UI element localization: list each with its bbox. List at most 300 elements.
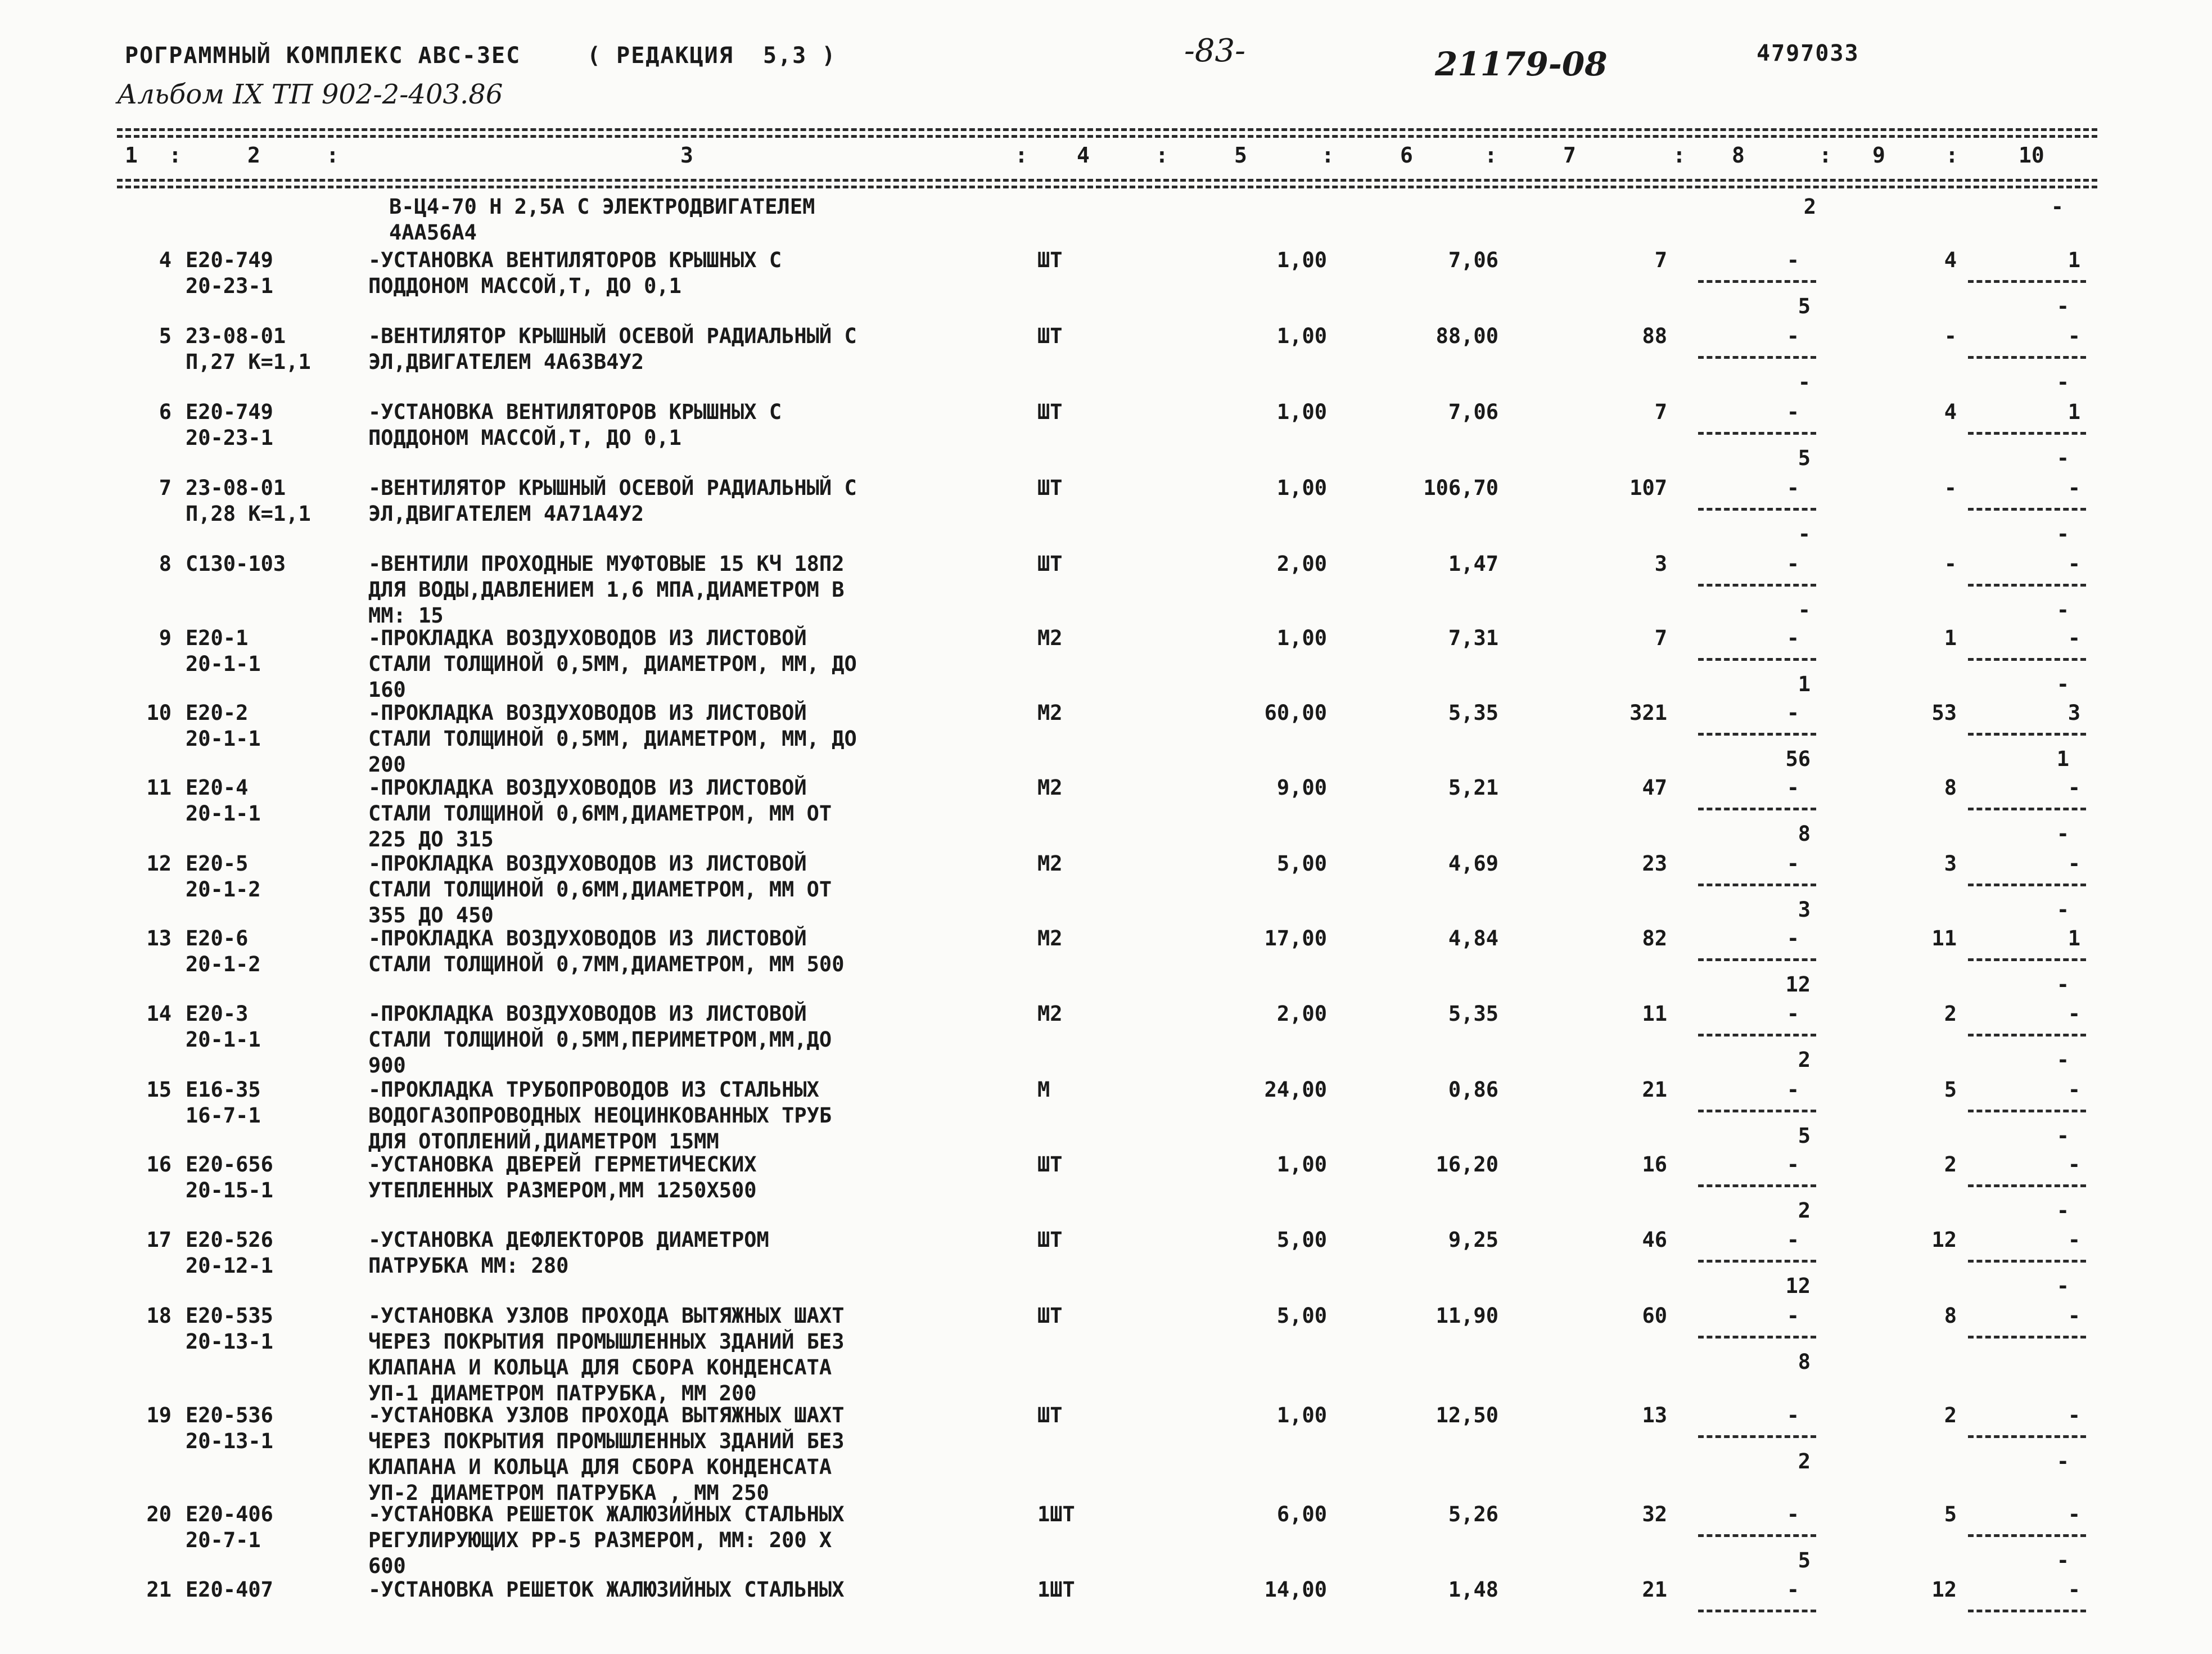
row-description: ВОДОГАЗОПРОВОДНЫХ НЕОЦИНКОВАННЫХ ТРУБ	[368, 1103, 832, 1128]
continuation-line-2: 4АА56А4	[389, 220, 477, 245]
row-unit: 1ШТ	[1037, 1502, 1075, 1526]
row-col10-divider	[1968, 884, 2086, 886]
row-code-sub: 20-1-2	[186, 952, 261, 976]
row-description: -ПРОКЛАДКА ТРУБОПРОВОДОВ ИЗ СТАЛЬНЫХ	[368, 1078, 819, 1102]
edition-label: ( РЕДАКЦИЯ 5,3 )	[587, 43, 837, 69]
row-code-sub: 20-12-1	[186, 1254, 273, 1278]
row-unit-price: 9,25	[1448, 1228, 1498, 1252]
row-code-sub: 20-1-1	[186, 652, 261, 676]
row-col8-sub: -	[1798, 370, 1811, 394]
row-description: 900	[368, 1053, 406, 1078]
row-unit-price: 4,69	[1448, 851, 1498, 876]
column-separator: :	[1321, 143, 1334, 168]
row-code: Е20-536	[186, 1403, 273, 1427]
row-col10: -	[2067, 1078, 2080, 1102]
row-unit-price: 5,26	[1448, 1502, 1498, 1526]
row-description: СТАЛИ ТОЛЩИНОЙ 0,6ММ,ДИАМЕТРОМ, ММ ОТ	[368, 801, 832, 826]
row-col8-divider	[1698, 1034, 1816, 1036]
row-col8-sub: 8	[1798, 822, 1811, 846]
row-code: Е20-6	[186, 926, 249, 950]
row-col10: 3	[2067, 701, 2080, 725]
row-col10-sub: -	[2056, 294, 2069, 318]
row-total: 7	[1654, 248, 1667, 272]
row-col10-sub: -	[2056, 370, 2069, 394]
row-unit: ШТ	[1037, 1403, 1063, 1427]
row-col10: -	[2067, 626, 2080, 650]
row-col9: 4	[1944, 248, 1957, 272]
row-col8-sub: 5	[1798, 1548, 1811, 1572]
row-description: ПАТРУБКА ММ: 280	[368, 1254, 569, 1278]
column-header-8: 8	[1732, 143, 1745, 168]
column-separator: :	[1819, 143, 1832, 168]
row-col8-divider	[1698, 1610, 1816, 1612]
row-unit-price: 0,86	[1448, 1078, 1498, 1102]
row-quantity: 1,00	[1276, 324, 1327, 348]
row-description: ПОДДОНОМ МАССОЙ,Т, ДО 0,1	[368, 274, 681, 298]
row-col10-divider	[1968, 280, 2086, 283]
row-description: СТАЛИ ТОЛЩИНОЙ 0,5ММ,ПЕРИМЕТРОМ,ММ,ДО	[368, 1027, 832, 1052]
row-col9: 12	[1931, 1578, 1957, 1602]
row-col9: 5	[1944, 1502, 1957, 1526]
row-description: -УСТАНОВКА РЕШЕТОК ЖАЛЮЗИЙНЫХ СТАЛЬНЫХ	[368, 1578, 845, 1602]
row-description: 600	[368, 1554, 406, 1578]
row-quantity: 60,00	[1264, 701, 1327, 725]
row-col10: -	[2067, 1502, 2080, 1526]
row-description: СТАЛИ ТОЛЩИНОЙ 0,5ММ, ДИАМЕТРОМ, ММ, ДО	[368, 652, 857, 676]
row-number: 20	[146, 1502, 171, 1526]
row-number: 6	[159, 400, 171, 424]
row-total: 16	[1642, 1152, 1667, 1177]
row-col8-sub: 2	[1798, 1048, 1811, 1072]
row-description: ДЛЯ ВОДЫ,ДАВЛЕНИЕМ 1,6 МПА,ДИАМЕТРОМ В	[368, 578, 845, 602]
row-code-sub: 16-7-1	[186, 1103, 261, 1128]
row-col8-divider	[1698, 1260, 1816, 1263]
row-col8: -	[1786, 926, 1799, 950]
row-total: 60	[1642, 1304, 1667, 1328]
row-description: ДЛЯ ОТОПЛЕНИЙ,ДИАМЕТРОМ 15ММ	[368, 1129, 719, 1153]
row-col9: 12	[1931, 1228, 1957, 1252]
row-col9: 53	[1931, 701, 1957, 725]
row-col9: 8	[1944, 1304, 1957, 1328]
row-total: 21	[1642, 1578, 1667, 1602]
row-quantity: 1,00	[1276, 248, 1327, 272]
row-unit-price: 4,84	[1448, 926, 1498, 950]
row-unit: М2	[1037, 1002, 1063, 1026]
row-unit-price: 88,00	[1435, 324, 1498, 348]
row-number: 4	[159, 248, 171, 272]
row-quantity: 24,00	[1264, 1078, 1327, 1102]
row-code: Е20-749	[186, 248, 273, 272]
row-unit-price: 1,47	[1448, 552, 1498, 576]
row-col10-sub: -	[2056, 446, 2069, 470]
row-description: ЧЕРЕЗ ПОКРЫТИЯ ПРОМЫШЛЕННЫХ ЗДАНИЙ БЕЗ	[368, 1429, 845, 1453]
row-unit-price: 1,48	[1448, 1578, 1498, 1602]
row-number: 9	[159, 626, 171, 650]
row-col8: -	[1786, 851, 1799, 876]
row-code: Е20-535	[186, 1304, 273, 1328]
row-unit-price: 7,06	[1448, 400, 1498, 424]
row-description: -ПРОКЛАДКА ВОЗДУХОВОДОВ ИЗ ЛИСТОВОЙ	[368, 1002, 807, 1026]
row-col8: -	[1786, 1502, 1799, 1526]
row-col8-sub: -	[1798, 598, 1811, 622]
row-col8-sub: 3	[1798, 898, 1811, 922]
row-code-sub: 20-13-1	[186, 1429, 273, 1453]
row-col9: -	[1944, 324, 1957, 348]
row-unit: ШТ	[1037, 1152, 1063, 1177]
row-col8-sub: -	[1798, 522, 1811, 546]
row-col10: -	[2067, 776, 2080, 800]
row-total: 21	[1642, 1078, 1667, 1102]
row-col9: -	[1944, 552, 1957, 576]
continuation-c10: -	[2051, 195, 2064, 219]
row-total: 11	[1642, 1002, 1667, 1026]
row-quantity: 1,00	[1276, 400, 1327, 424]
row-col8-sub: 12	[1785, 1274, 1811, 1298]
row-col10-divider	[1968, 808, 2086, 810]
row-col10-divider	[1968, 1534, 2086, 1537]
column-header-10: 10	[2019, 143, 2044, 168]
row-code: Е20-3	[186, 1002, 249, 1026]
row-code-sub: 20-1-2	[186, 877, 261, 902]
row-code-sub: 20-7-1	[186, 1528, 261, 1552]
row-code: Е20-1	[186, 626, 249, 650]
column-header-6: 6	[1400, 143, 1413, 168]
row-description: КЛАПАНА И КОЛЬЦА ДЛЯ СБОРА КОНДЕНСАТА	[368, 1455, 832, 1479]
row-total: 46	[1642, 1228, 1667, 1252]
row-description: -УСТАНОВКА ДЕФЛЕКТОРОВ ДИАМЕТРОМ	[368, 1228, 769, 1252]
row-col8-sub: 5	[1798, 1124, 1811, 1148]
row-description: СТАЛИ ТОЛЩИНОЙ 0,6ММ,ДИАМЕТРОМ, ММ ОТ	[368, 877, 832, 902]
doc-number: 21179-08	[1435, 45, 1608, 83]
row-col8: -	[1786, 552, 1799, 576]
row-col8: -	[1786, 1304, 1799, 1328]
column-header-2: 2	[247, 143, 260, 168]
row-col9: 2	[1944, 1002, 1957, 1026]
row-quantity: 6,00	[1276, 1502, 1327, 1526]
row-col10-divider	[1968, 508, 2086, 511]
row-number: 5	[159, 324, 171, 348]
row-col10: -	[2067, 1002, 2080, 1026]
row-code-sub: 20-1-1	[186, 727, 261, 751]
row-col8: -	[1786, 1403, 1799, 1427]
row-unit: М2	[1037, 926, 1063, 950]
row-col9: 11	[1931, 926, 1957, 950]
row-code-sub: 20-1-1	[186, 1027, 261, 1052]
row-col10: -	[2067, 1228, 2080, 1252]
row-col8-divider	[1698, 1336, 1816, 1338]
row-quantity: 5,00	[1276, 1228, 1327, 1252]
row-col10-sub: -	[2056, 822, 2069, 846]
row-col8-divider	[1698, 280, 1816, 283]
column-separator: :	[1015, 143, 1028, 168]
row-code: Е20-526	[186, 1228, 273, 1252]
row-col10-divider	[1968, 658, 2086, 661]
row-col8-divider	[1698, 356, 1816, 359]
column-header-7: 7	[1563, 143, 1576, 168]
top-rule	[117, 128, 2097, 131]
row-unit-price: 5,35	[1448, 701, 1498, 725]
row-col8: -	[1786, 324, 1799, 348]
row-col8: -	[1786, 476, 1799, 500]
row-description: ММ: 15	[368, 603, 444, 628]
row-total: 7	[1654, 626, 1667, 650]
row-description: -УСТАНОВКА ВЕНТИЛЯТОРОВ КРЫШНЫХ С	[368, 248, 782, 272]
top-rule-2	[117, 135, 2097, 138]
row-col8-divider	[1698, 1110, 1816, 1112]
header-bottom-rule-2	[117, 186, 2097, 188]
row-unit: М2	[1037, 776, 1063, 800]
row-description: 160	[368, 678, 406, 702]
row-description: УП-2 ДИАМЕТРОМ ПАТРУБКА , ММ 250	[368, 1481, 769, 1505]
continuation-line-1: В-Ц4-70 Н 2,5А С ЭЛЕКТРОДВИГАТЕЛЕМ	[389, 195, 815, 219]
row-description: ПОДДОНОМ МАССОЙ,Т, ДО 0,1	[368, 426, 681, 450]
row-col9: 3	[1944, 851, 1957, 876]
row-unit-price: 7,06	[1448, 248, 1498, 272]
row-col10-divider	[1968, 584, 2086, 587]
row-col10-sub: -	[2056, 1548, 2069, 1572]
row-code: 23-08-01	[186, 476, 286, 500]
row-unit-price: 106,70	[1423, 476, 1498, 500]
row-col8-divider	[1698, 584, 1816, 587]
row-col8-divider	[1698, 658, 1816, 661]
row-col8-divider	[1698, 958, 1816, 961]
row-quantity: 9,00	[1276, 776, 1327, 800]
row-unit: ШТ	[1037, 400, 1063, 424]
row-col10: -	[2067, 1152, 2080, 1177]
row-description: ЭЛ,ДВИГАТЕЛЕМ 4А71А4У2	[368, 502, 644, 526]
row-col8: -	[1786, 1002, 1799, 1026]
row-col10: -	[2067, 1578, 2080, 1602]
row-description: -ПРОКЛАДКА ВОЗДУХОВОДОВ ИЗ ЛИСТОВОЙ	[368, 701, 807, 725]
row-description: КЛАПАНА И КОЛЬЦА ДЛЯ СБОРА КОНДЕНСАТА	[368, 1355, 832, 1380]
continuation-c8: 2	[1803, 195, 1816, 219]
row-col10-divider	[1968, 432, 2086, 435]
row-total: 7	[1654, 400, 1667, 424]
row-code-sub: П,28 К=1,1	[186, 502, 311, 526]
row-col8-divider	[1698, 1435, 1816, 1438]
row-col10: -	[2067, 552, 2080, 576]
row-total: 13	[1642, 1403, 1667, 1427]
row-col8: -	[1786, 626, 1799, 650]
row-unit: М2	[1037, 626, 1063, 650]
row-unit: М2	[1037, 701, 1063, 725]
column-header-4: 4	[1077, 143, 1090, 168]
row-unit-price: 7,31	[1448, 626, 1498, 650]
row-description: ЭЛ,ДВИГАТЕЛЕМ 4А63В4У2	[368, 350, 644, 374]
row-number: 12	[146, 851, 171, 876]
row-col8-divider	[1698, 1534, 1816, 1537]
row-number: 10	[146, 701, 171, 725]
row-col9: 4	[1944, 400, 1957, 424]
row-col10-sub: -	[2056, 898, 2069, 922]
row-col10: -	[2067, 1403, 2080, 1427]
row-col8: -	[1786, 248, 1799, 272]
row-number: 14	[146, 1002, 171, 1026]
row-col10-divider	[1968, 958, 2086, 961]
column-separator: :	[1484, 143, 1497, 168]
column-separator: :	[1155, 143, 1168, 168]
column-header-5: 5	[1234, 143, 1247, 168]
row-description: -УСТАНОВКА ВЕНТИЛЯТОРОВ КРЫШНЫХ С	[368, 400, 782, 424]
row-description: СТАЛИ ТОЛЩИНОЙ 0,5ММ, ДИАМЕТРОМ, ММ, ДО	[368, 727, 857, 751]
row-total: 82	[1642, 926, 1667, 950]
row-col8-sub: 8	[1798, 1350, 1811, 1374]
row-col8-divider	[1698, 508, 1816, 511]
row-description: 355 ДО 450	[368, 903, 494, 927]
row-description: -ВЕНТИЛЯТОР КРЫШНЫЙ ОСЕВОЙ РАДИАЛЬНЫЙ С	[368, 324, 857, 348]
row-description: -УСТАНОВКА РЕШЕТОК ЖАЛЮЗИЙНЫХ СТАЛЬНЫХ	[368, 1502, 845, 1526]
row-description: 225 ДО 315	[368, 827, 494, 851]
row-col8-sub: 2	[1798, 1449, 1811, 1473]
row-col10-divider	[1968, 1184, 2086, 1187]
row-col10: -	[2067, 476, 2080, 500]
row-code-sub: 20-23-1	[186, 274, 273, 298]
row-code: Е20-406	[186, 1502, 273, 1526]
row-description: -ПРОКЛАДКА ВОЗДУХОВОДОВ ИЗ ЛИСТОВОЙ	[368, 776, 807, 800]
row-col8-divider	[1698, 884, 1816, 886]
row-code-sub: 20-23-1	[186, 426, 273, 450]
row-number: 17	[146, 1228, 171, 1252]
row-quantity: 1,00	[1276, 476, 1327, 500]
row-unit: ШТ	[1037, 1228, 1063, 1252]
row-total: 47	[1642, 776, 1667, 800]
row-unit: ШТ	[1037, 476, 1063, 500]
row-code: Е20-5	[186, 851, 249, 876]
row-quantity: 2,00	[1276, 552, 1327, 576]
row-description: ЧЕРЕЗ ПОКРЫТИЯ ПРОМЫШЛЕННЫХ ЗДАНИЙ БЕЗ	[368, 1329, 845, 1354]
column-header-3: 3	[680, 143, 693, 168]
row-col10-sub: -	[2056, 1274, 2069, 1298]
row-total: 88	[1642, 324, 1667, 348]
row-description: СТАЛИ ТОЛЩИНОЙ 0,7ММ,ДИАМЕТРОМ, ММ 500	[368, 952, 845, 976]
row-col9: 5	[1944, 1078, 1957, 1102]
row-description: -ПРОКЛАДКА ВОЗДУХОВОДОВ ИЗ ЛИСТОВОЙ	[368, 626, 807, 650]
row-description: -УСТАНОВКА УЗЛОВ ПРОХОДА ВЫТЯЖНЫХ ШАХТ	[368, 1304, 845, 1328]
row-code: Е20-749	[186, 400, 273, 424]
row-col8: -	[1786, 400, 1799, 424]
row-code-sub: 20-1-1	[186, 801, 261, 826]
row-description: -ПРОКЛАДКА ВОЗДУХОВОДОВ ИЗ ЛИСТОВОЙ	[368, 926, 807, 950]
row-col10: -	[2067, 1304, 2080, 1328]
row-col8-divider	[1698, 808, 1816, 810]
row-col10: 1	[2067, 248, 2080, 272]
row-col8: -	[1786, 776, 1799, 800]
row-unit: ШТ	[1037, 552, 1063, 576]
row-unit-price: 16,20	[1435, 1152, 1498, 1177]
row-code: Е20-2	[186, 701, 249, 725]
row-col10-divider	[1968, 1610, 2086, 1612]
row-unit: М	[1037, 1078, 1050, 1102]
row-description: -УСТАНОВКА ДВЕРЕЙ ГЕРМЕТИЧЕСКИХ	[368, 1152, 757, 1177]
row-description: -ПРОКЛАДКА ВОЗДУХОВОДОВ ИЗ ЛИСТОВОЙ	[368, 851, 807, 876]
row-col9: 8	[1944, 776, 1957, 800]
row-total: 321	[1629, 701, 1667, 725]
row-total: 23	[1642, 851, 1667, 876]
row-unit: 1ШТ	[1037, 1578, 1075, 1602]
row-col8-sub: 5	[1798, 294, 1811, 318]
row-col10-divider	[1968, 1435, 2086, 1438]
row-col10: -	[2067, 324, 2080, 348]
column-separator: :	[326, 143, 339, 168]
code-label: 4797033	[1757, 40, 1859, 66]
row-number: 19	[146, 1403, 171, 1427]
row-col8: -	[1786, 1228, 1799, 1252]
row-col10-sub: 1	[2056, 747, 2069, 771]
row-description: УТЕПЛЕННЫХ РАЗМЕРОМ,ММ 1250Х500	[368, 1178, 757, 1202]
row-quantity: 5,00	[1276, 851, 1327, 876]
page-mark: -83-	[1184, 33, 1246, 69]
column-separator: :	[1945, 143, 1958, 168]
row-description: -ВЕНТИЛЯТОР КРЫШНЫЙ ОСЕВОЙ РАДИАЛЬНЫЙ С	[368, 476, 857, 500]
row-col10-sub: -	[2056, 522, 2069, 546]
row-col10-sub: -	[2056, 1198, 2069, 1223]
row-quantity: 1,00	[1276, 626, 1327, 650]
row-col10: -	[2067, 851, 2080, 876]
row-quantity: 1,00	[1276, 1403, 1327, 1427]
row-col9: 2	[1944, 1152, 1957, 1177]
row-col9: -	[1944, 476, 1957, 500]
row-number: 18	[146, 1304, 171, 1328]
row-unit: ШТ	[1037, 248, 1063, 272]
row-col10: 1	[2067, 926, 2080, 950]
row-code-sub: 20-13-1	[186, 1329, 273, 1354]
row-unit: М2	[1037, 851, 1063, 876]
row-col8-divider	[1698, 432, 1816, 435]
row-number: 7	[159, 476, 171, 500]
row-quantity: 1,00	[1276, 1152, 1327, 1177]
row-unit: ШТ	[1037, 324, 1063, 348]
row-number: 15	[146, 1078, 171, 1102]
row-code: С130-103	[186, 552, 286, 576]
row-col9: 2	[1944, 1403, 1957, 1427]
row-code: Е20-407	[186, 1578, 273, 1602]
row-total: 3	[1654, 552, 1667, 576]
row-code-sub: 20-15-1	[186, 1178, 273, 1202]
row-col10-sub: -	[2056, 972, 2069, 997]
row-code-sub: П,27 К=1,1	[186, 350, 311, 374]
row-col10-divider	[1968, 356, 2086, 359]
row-unit-price: 11,90	[1435, 1304, 1498, 1328]
row-number: 21	[146, 1578, 171, 1602]
row-col8-sub: 1	[1798, 672, 1811, 696]
row-col10: 1	[2067, 400, 2080, 424]
row-quantity: 5,00	[1276, 1304, 1327, 1328]
column-header-1: 1	[125, 143, 138, 168]
row-number: 16	[146, 1152, 171, 1177]
row-col8: -	[1786, 1078, 1799, 1102]
row-col8: -	[1786, 1152, 1799, 1177]
row-quantity: 2,00	[1276, 1002, 1327, 1026]
row-col10-sub: -	[2056, 1048, 2069, 1072]
row-col10-divider	[1968, 1336, 2086, 1338]
row-quantity: 14,00	[1264, 1578, 1327, 1602]
row-col8-sub: 5	[1798, 446, 1811, 470]
row-col8-divider	[1698, 1184, 1816, 1187]
row-code: Е20-656	[186, 1152, 273, 1177]
row-unit-price: 12,50	[1435, 1403, 1498, 1427]
row-col9: 1	[1944, 626, 1957, 650]
column-separator: :	[169, 143, 182, 168]
row-quantity: 17,00	[1264, 926, 1327, 950]
row-col8-divider	[1698, 733, 1816, 736]
row-col10-sub: -	[2056, 598, 2069, 622]
row-number: 8	[159, 552, 171, 576]
row-code: Е20-4	[186, 776, 249, 800]
row-col10-divider	[1968, 1260, 2086, 1263]
row-number: 11	[146, 776, 171, 800]
row-col10-sub: -	[2056, 1449, 2069, 1473]
row-col10-divider	[1968, 1034, 2086, 1036]
